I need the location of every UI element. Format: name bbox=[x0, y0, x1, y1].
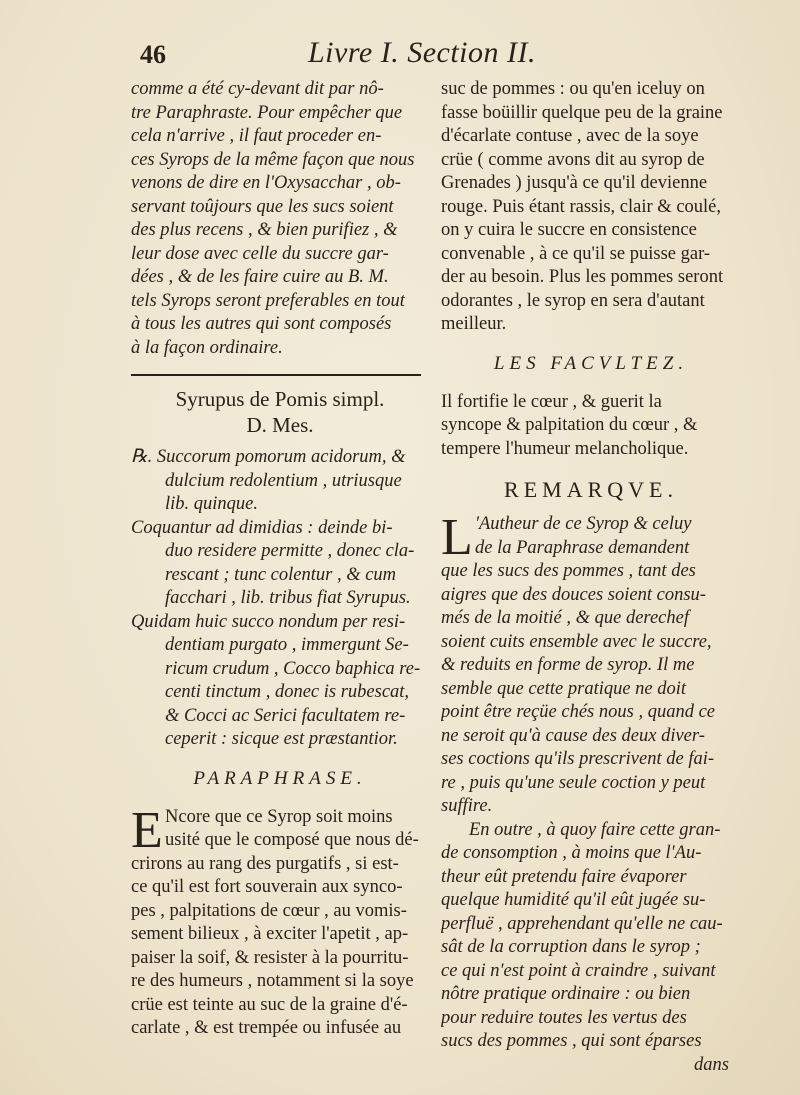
text-line: quelque humidité qu'il eût jugée su- bbox=[441, 890, 706, 910]
text-line: facchari , lib. tribus fiat Syrupus. bbox=[165, 588, 411, 608]
right-column bbox=[441, 78, 741, 1077]
text-line: sement bilieux , à exciter l'apetit , ap- bbox=[131, 924, 409, 944]
left-column bbox=[131, 78, 429, 1041]
text-line: on y cuira le succre en consistence bbox=[441, 220, 697, 240]
facultez-text bbox=[441, 391, 741, 462]
text-line: odorantes , le syrop en sera d'autant bbox=[441, 290, 705, 311]
facultez-heading: LES FACVLTEZ. bbox=[493, 352, 689, 374]
text-line: pes , palpitations de cœur , au vomis- bbox=[131, 900, 407, 921]
text-line: tre Paraphraste. Pour empêcher que bbox=[131, 102, 403, 123]
text-line: semble que cette pratique ne doit bbox=[441, 678, 687, 699]
recipe-title: Syrupus de Pomis simpl. bbox=[175, 387, 385, 411]
text-line: de consomption , à moins que l'Au- bbox=[441, 843, 702, 863]
text-line: leur dose avec celle du succre gar- bbox=[131, 243, 389, 264]
text-line: pour reduire toutes les vertus des bbox=[441, 1007, 687, 1028]
text-line: re , puis qu'une seule coction y peut bbox=[441, 772, 706, 793]
text-line: ces Syrops de la même façon que nous bbox=[131, 149, 415, 170]
text-line: fasse boüillir quelque peu de la graine bbox=[441, 102, 723, 123]
drop-cap: E bbox=[131, 801, 163, 859]
text-line: ce qui n'est point à craindre , suivant bbox=[441, 960, 716, 981]
text-line: paiser la soif, & resister à la pourritu- bbox=[131, 947, 409, 968]
text-line: ℞. Succorum pomorum acidorum, & bbox=[131, 447, 406, 467]
text-line: comme a été cy-devant dit par nô- bbox=[131, 79, 384, 99]
text-line: & reduits en forme de syrop. Il me bbox=[441, 655, 695, 675]
catchword: dans bbox=[694, 1054, 729, 1075]
text-line: cela n'arrive , il faut proceder en- bbox=[131, 126, 382, 146]
text-line: & Cocci ac Serici facultatem re- bbox=[165, 705, 406, 726]
right-paragraph-1 bbox=[441, 78, 741, 337]
section-divider bbox=[131, 374, 421, 376]
text-line: à tous les autres qui sont composés bbox=[131, 314, 392, 334]
text-line: à la façon ordinaire. bbox=[131, 337, 283, 358]
text-line: sât de la corruption dans le syrop ; bbox=[441, 937, 701, 957]
text-line: ce qu'il est fort souverain aux syncο- bbox=[131, 877, 403, 897]
text-line: sucs des pommes , qui sont éparses bbox=[441, 1031, 702, 1051]
remarque-heading: REMARQVE. bbox=[504, 477, 678, 502]
text-line: point être reçüe chés nous , quand ce bbox=[441, 702, 715, 722]
text-line: crirons au rang des purgatifs , si est- bbox=[131, 853, 399, 874]
text-line: rouge. Puis étant rassis, clair & coulé, bbox=[441, 196, 722, 217]
text-line: crüe ( comme avons dit au syrop de bbox=[441, 149, 705, 170]
text-line: dentiam purgato , immergunt Se- bbox=[165, 635, 409, 655]
text-line: der au besoin. Plus les pommes seront bbox=[441, 267, 724, 287]
text-line: perfluë , apprehendant qu'elle ne cau- bbox=[441, 913, 723, 934]
text-line: que les sucs des pommes , tant des bbox=[441, 561, 696, 581]
recipe-text bbox=[131, 446, 429, 752]
text-line: En outre , à quoy faire cette gran- bbox=[469, 819, 721, 840]
page-number: 46 bbox=[140, 40, 166, 69]
text-line: nôtre pratique ordinaire : ou bien bbox=[441, 984, 691, 1004]
remarque-paragraph-2 bbox=[441, 819, 741, 1078]
text-line: convenable , à ce qu'il se puisse gar- bbox=[441, 243, 711, 264]
text-line: Ncore que ce Syrop soit moins bbox=[165, 806, 393, 827]
text-line: ses coctions qu'ils prescrivent de fai- bbox=[441, 749, 715, 769]
text-line: Coquantur ad dimidias : deinde bi- bbox=[131, 517, 393, 538]
left-paragraph-1 bbox=[131, 78, 429, 360]
paraphrase-heading: PARAPHRASE. bbox=[193, 767, 367, 789]
text-line: re des humeurs , notamment si la soye bbox=[131, 971, 414, 991]
text-line: aigres que des douces soient consu- bbox=[441, 584, 706, 605]
text-line: Il fortifie le cœur , & guerit la bbox=[441, 391, 662, 412]
text-line: syncope & palpitation du cœur , & bbox=[441, 415, 698, 435]
text-line: crüe est teinte au suc de la graine d'é- bbox=[131, 994, 408, 1015]
text-line: carlate , & est trempée ou infusée au bbox=[131, 1018, 402, 1038]
text-line: ne seroit qu'à cause des deux diver- bbox=[441, 725, 705, 746]
text-line: duo residere permitte , donec cla- bbox=[165, 541, 415, 561]
text-line: soient cuits ensemble avec le succre, bbox=[441, 631, 712, 652]
text-line: ceperit : sicque est præstantior. bbox=[165, 729, 398, 749]
text-line: centi tinctum , donec is rubescat, bbox=[165, 682, 410, 702]
text-line: dulcium redolentium , utriusque bbox=[165, 470, 402, 491]
text-line: 'Autheur de ce Syrop & celuy bbox=[475, 514, 692, 534]
text-line: Grenades ) jusqu'à ce qu'il devienne bbox=[441, 173, 708, 193]
page-header bbox=[0, 36, 800, 76]
text-line: usité que le composé que nous dé- bbox=[165, 830, 419, 850]
text-line: Quidam huic succo nondum per resi- bbox=[131, 611, 406, 632]
text-line: meilleur. bbox=[441, 314, 507, 334]
text-line: de la Paraphrase demandent bbox=[475, 537, 690, 558]
text-line: més de la moitié , & que derechef bbox=[441, 608, 689, 628]
text-line: ricum crudum , Cocco baphica re- bbox=[165, 658, 421, 679]
drop-cap: L bbox=[441, 509, 473, 566]
text-line: suffire. bbox=[441, 796, 493, 816]
text-line: venons de dire en l'Oxysacchar , ob- bbox=[131, 173, 401, 193]
running-title: Livre I. Section II. bbox=[308, 36, 536, 69]
text-line: d'écarlate contuse , avec de la soye bbox=[441, 126, 699, 146]
text-line: des plus recens , & bien purifiez , & bbox=[131, 220, 398, 240]
text-line: tels Syrops seront preferables en tout bbox=[131, 290, 405, 311]
text-line: lib. quinque. bbox=[165, 494, 259, 514]
text-line: dées , & de les faire cuire au B. M. bbox=[131, 267, 389, 287]
text-line: theur eût pretendu faire évaporer bbox=[441, 866, 687, 887]
remarque-text bbox=[441, 509, 741, 819]
text-line: rescant ; tunc colentur , & cum bbox=[165, 564, 397, 585]
text-line: suc de pommes : ou qu'en iceluy on bbox=[441, 79, 705, 99]
text-line: tempere l'humeur melancholique. bbox=[441, 438, 689, 459]
recipe-author: D. Mes. bbox=[246, 413, 314, 437]
paraphrase-text bbox=[131, 801, 429, 1041]
text-line: servant toûjours que les sucs soient bbox=[131, 196, 394, 217]
